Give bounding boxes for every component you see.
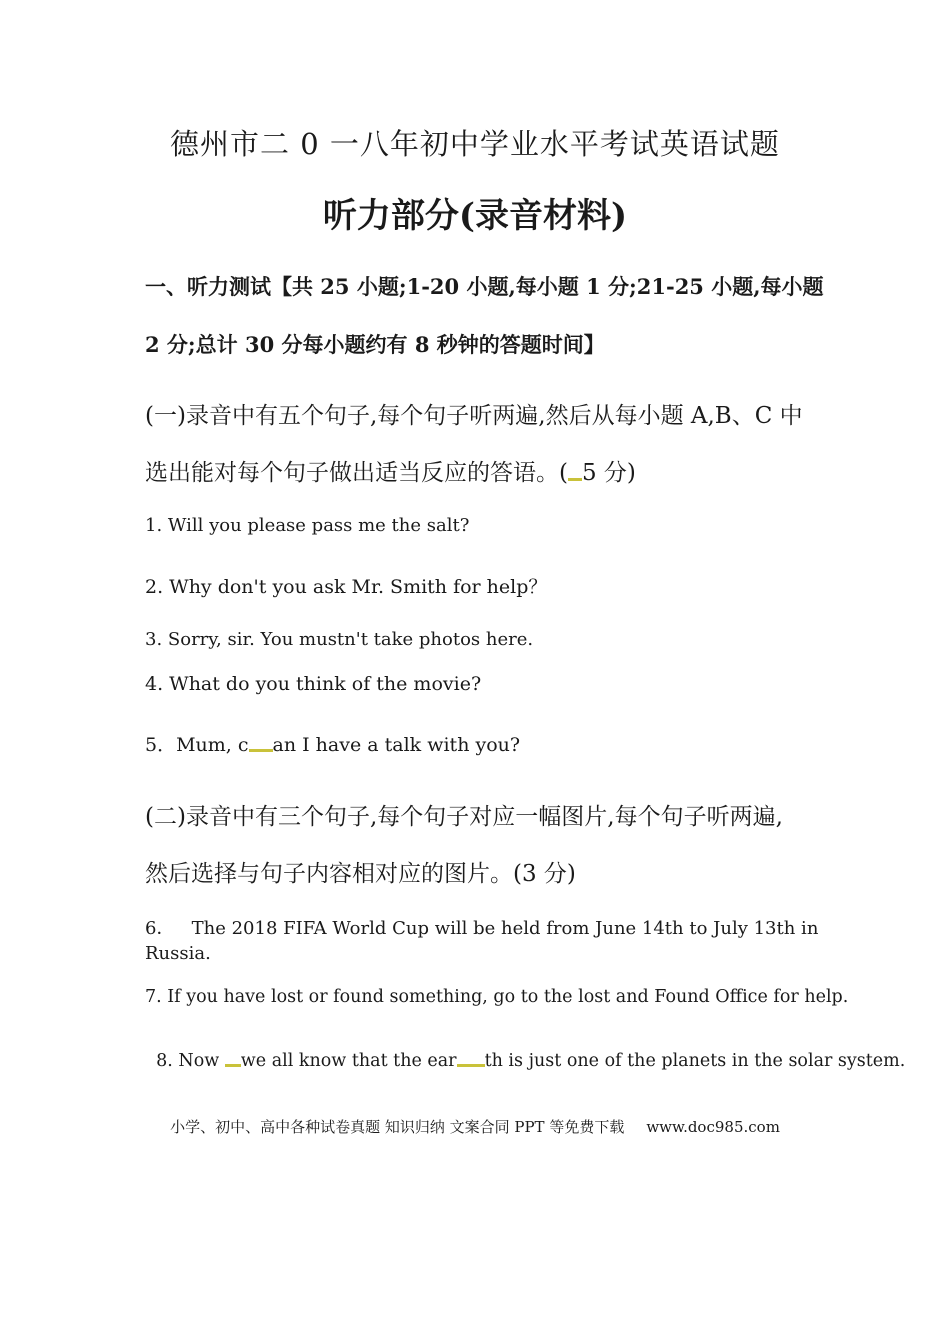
question-8: [145, 1031, 905, 1071]
section-heading-line-1: 一、听力测试【共 25 小题;1-20 小题,每小题 1 分;21-25 小题,每小题: [145, 274, 824, 299]
question-8-middle: we all know that the ear: [240, 1051, 457, 1071]
question-6-line-1: 6． The 2018 FIFA World Cup will be held from June 14th to July 13th in: [145, 918, 819, 939]
part-one-instruction-line-2: [145, 454, 636, 487]
question-4: 4. What do you think of the movie?: [145, 673, 482, 695]
question-3: 3. Sorry, sir. You mustn't take photos here.: [145, 629, 534, 650]
question-1: 1. Will you please pass me the salt?: [145, 515, 470, 536]
highlight-mark: [249, 749, 273, 752]
question-2: 2. Why don't you ask Mr. Smith for help？: [145, 576, 548, 598]
question-5-end: an I have a talk with you?: [272, 734, 521, 756]
part-one-instruction-text: 选出能对每个句子做出适当反应的答语。(: [145, 460, 568, 486]
page-footer: [0, 1116, 950, 1137]
question-7: 7. If you have lost or found something, go to the lost and Found Office for help.: [145, 987, 849, 1007]
highlight-mark: [225, 1064, 241, 1067]
part-two-instruction-line-1: (二)录音中有三个句子,每个句子对应一幅图片,每个句子听两遍,: [145, 804, 783, 830]
question-6-line-2: Russia.: [145, 943, 211, 964]
part-one-score: 5 分): [581, 460, 636, 486]
part-two-instruction-line-2: 然后选择与句子内容相对应的图片。(3 分): [145, 861, 576, 887]
footer-text: 小学、初中、高中各种试卷真题 知识归纳 文案合同 PPT 等免费下载: [170, 1118, 625, 1136]
question-5-start: 5．Mum, c: [145, 734, 249, 756]
document-subtitle: 听力部分(录音材料): [322, 196, 628, 236]
question-8-start: 8. Now: [156, 1051, 225, 1071]
part-one-instruction-line-1: (一)录音中有五个句子,每个句子听两遍,然后从每小题 A,B、C 中: [145, 403, 803, 429]
highlight-mark: [457, 1064, 485, 1067]
question-5: [145, 730, 520, 757]
document-title: 德州市二 0 一八年初中学业水平考试英语试题: [170, 127, 780, 161]
footer-url[interactable]: www.doc985.com: [646, 1118, 780, 1136]
section-heading-line-2: 2 分;总计 30 分每小题约有 8 秒钟的答题时间】: [145, 332, 605, 357]
highlight-mark: [568, 478, 582, 481]
question-8-end: th is just one of the planets in the solar system.: [484, 1051, 906, 1071]
